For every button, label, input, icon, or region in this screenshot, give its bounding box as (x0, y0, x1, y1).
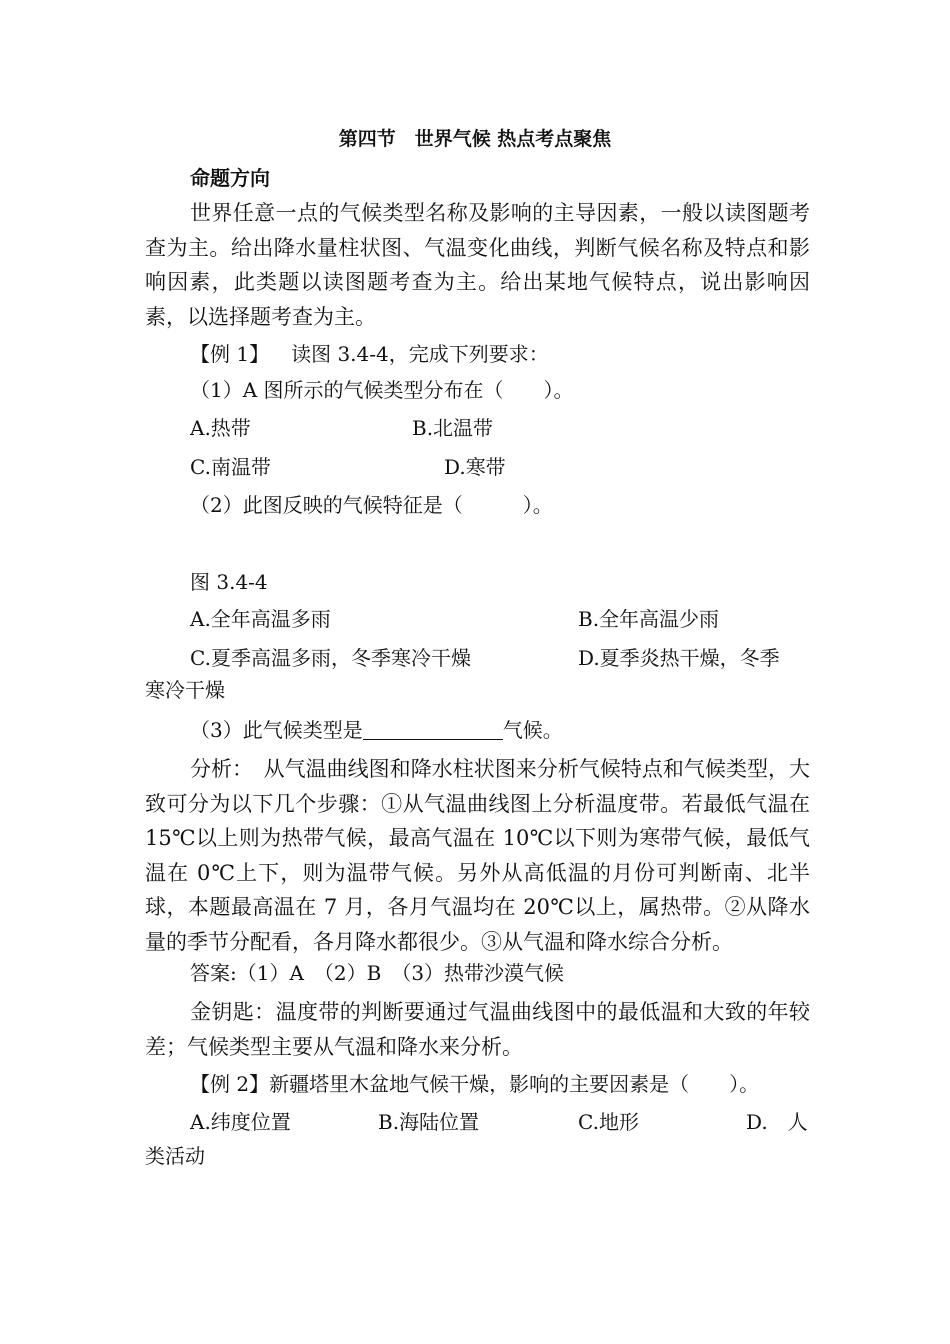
q1-option-c: C.南温带 (190, 455, 271, 479)
q1-option-a: A.热带 (190, 416, 251, 440)
answer-line: 答案:（1）A （2）B （3）热带沙漠气候 (190, 961, 565, 985)
analysis-paragraph: 分析： 从气温曲线图和降水柱状图来分析气候特点和气候类型，大致可分为以下几个步骤：①从气温曲线图上分析温度带。若最低气温在 15℃以上则为热带气候，最高气温在 10℃以下则为寒带气候，最低气温在 0℃上下，则为温带气候。另外从高低温的月份可判断南、北半球，本题最高温在 7 月，各月气温均在 20℃以上，属热带。②从降水量的季节分配看，各月降水都很少。③从气温和降水综合分析。 (145, 757, 810, 954)
ex2-option-b: B.海陆位置 (378, 1110, 480, 1134)
key-paragraph: 金钥匙：温度带的判断要通过气温曲线图中的最低温和大致的年较差；气候类型主要从气温和降水来分析。 (145, 1000, 810, 1059)
section-heading: 命题方向 (190, 166, 270, 190)
q3-suffix: 气候。 (502, 718, 563, 742)
q3-answer-blank (363, 719, 503, 740)
question-2: （2）此图反映的气候特征是（ ）。 (190, 493, 553, 517)
example1-header (190, 340, 549, 368)
q1-option-d: D.寒带 (444, 455, 506, 479)
q2-option-d-cont: 寒冷干燥 (145, 678, 225, 702)
figure-caption: 图 3.4-4 (190, 570, 268, 594)
q2-option-b: B.全年高温少雨 (578, 607, 720, 631)
q1-option-b: B.北温带 (412, 416, 494, 440)
example1-prompt: 读图 3.4-4，完成下列要求： (291, 342, 549, 366)
section-title: 第四节 世界气候 热点考点聚焦 (338, 128, 612, 150)
ex2-option-d-cont: 类活动 (145, 1144, 205, 1168)
ex2-option-a: A.纬度位置 (190, 1110, 291, 1134)
ex2-option-c: C.地形 (578, 1110, 639, 1134)
example2-question: 【例 2】新疆塔里木盆地气候干燥，影响的主要因素是（ ）。 (190, 1072, 760, 1096)
q2-option-a: A.全年高温多雨 (190, 607, 331, 631)
q3-prefix: （3）此气候类型是 (190, 718, 363, 742)
question-1: （1）A 图所示的气候类型分布在（ ）。 (190, 378, 574, 402)
q2-option-c: C.夏季高温多雨，冬季寒冷干燥 (190, 646, 471, 670)
q2-option-d: D.夏季炎热干燥，冬季 (578, 646, 780, 670)
example1-label: 【例 1】 (190, 342, 270, 366)
ex2-option-d: D. 人 (746, 1110, 808, 1134)
intro-paragraph: 世界任意一点的气候类型名称及影响的主导因素，一般以读图题考查为主。给出降水量柱状图、气温变化曲线，判断气候名称及特点和影响因素，此类题以读图题考查为主。给出某地气候特点，说出影响因素，以选择题考查为主。 (145, 201, 810, 329)
question-3 (190, 716, 563, 744)
